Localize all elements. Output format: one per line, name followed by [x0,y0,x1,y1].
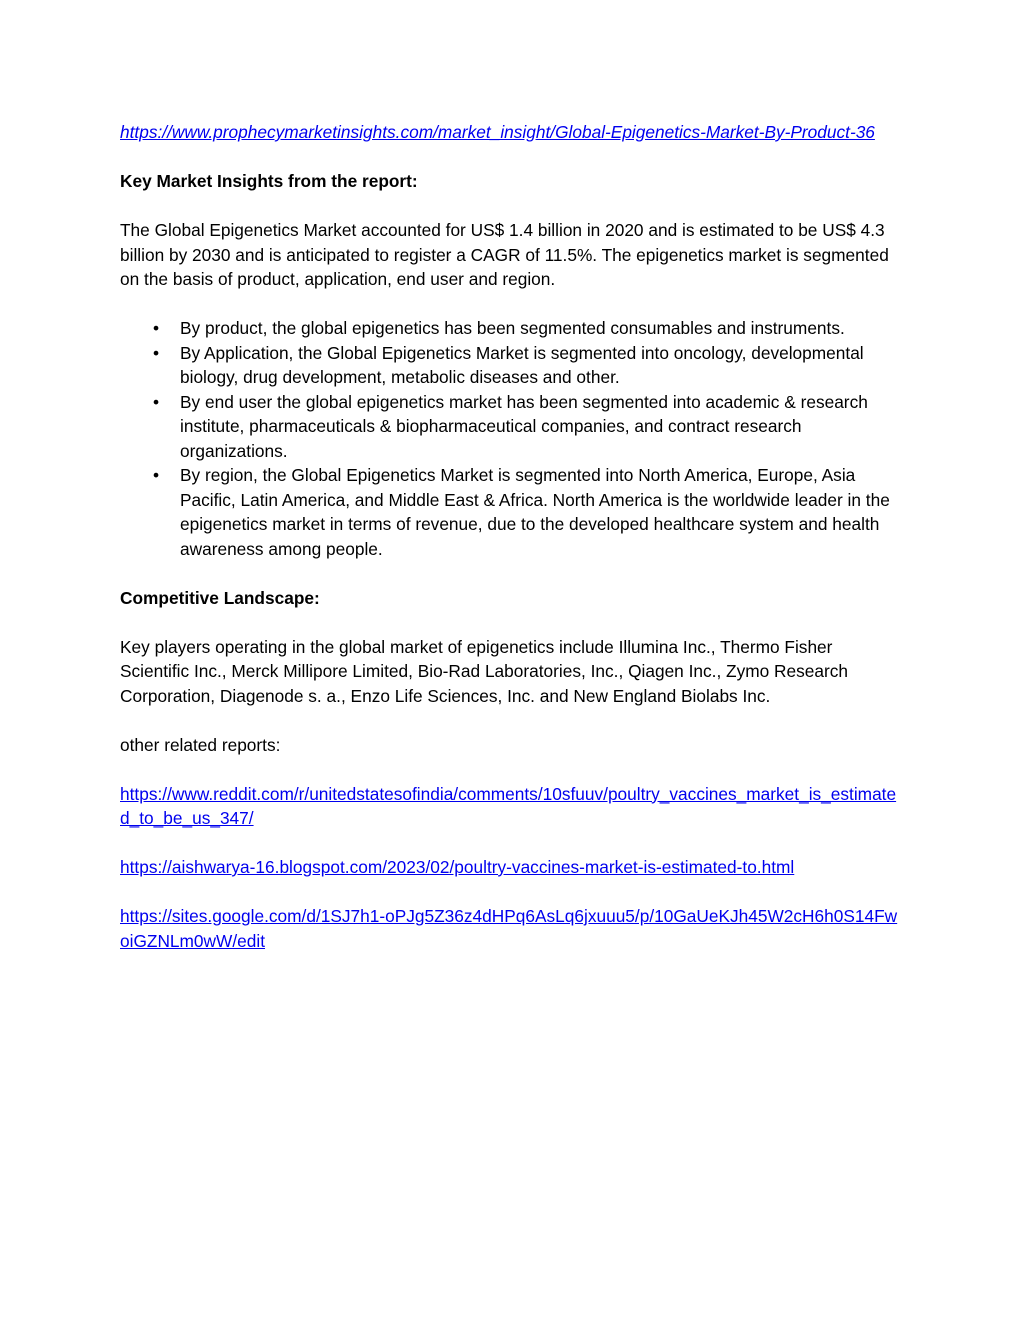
spacer [120,610,904,635]
competitive-heading: Competitive Landscape: [120,587,320,608]
spacer [120,561,904,586]
spacer [120,145,904,170]
list-item-text: By product, the global epigenetics has been segmented consumables and instruments. [180,318,845,338]
spacer [120,292,904,317]
document-page [120,120,904,953]
bullet-icon: • [153,391,160,412]
related-link-paragraph [120,782,904,831]
list-item [120,463,904,561]
spacer [120,708,904,733]
related-link-paragraph [120,855,904,880]
spacer [120,880,904,905]
bullet-icon: • [153,465,160,485]
competitive-paragraph: Key players operating in the global market of epigenetics include Illumina Inc., Thermo Fisher Scientific Inc., Merck Millipore Limited, Bio-Rad Laboratories, Inc., Qiagen Inc., Zymo Research Corporation, Diagenode s. a., Enzo Life Sciences, Inc. and New England Biolabs Inc. [120,636,849,706]
related-reports-label: other related reports: [120,734,281,755]
related-link-google-sites[interactable]: https://sites.google.com/d/1SJ7h1-oPJg5Z36z4dHPq6AsLq6jxuuu5/p/10GaUeKJh45W2cH6h0S14FwoiGZNLm0wW/edit [120,906,898,951]
related-link-paragraph [120,904,904,953]
source-link-paragraph [120,120,904,145]
bullet-icon: • [153,318,160,338]
related-link-blogspot[interactable]: https://aishwarya-16.blogspot.com/2023/02/poultry-vaccines-market-is-estimated-to.html [120,857,795,877]
list-item [120,390,904,464]
list-item-text: By end user the global epigenetics market has been segmented into academic & research institute, pharmaceuticals & biopharmaceutical companies, and contract research organizations. [180,391,868,461]
source-link[interactable]: https://www.prophecymarketinsights.com/market_insight/Global-Epigenetics-Market-By-Product-36 [120,122,875,142]
spacer [120,194,904,219]
segmentation-list [120,316,904,561]
list-item [120,341,904,390]
list-item-text: By Application, the Global Epigenetics Market is segmented into oncology, developmental biology, drug development, metabolic diseases and other. [180,342,864,387]
list-item [120,316,904,341]
bullet-icon: • [153,342,160,363]
related-link-reddit[interactable]: https://www.reddit.com/r/unitedstatesofindia/comments/10sfuuv/poultry_vaccines_market_is_estimated_to_be_us_347/ [120,783,897,828]
list-item-text: By region, the Global Epigenetics Market is segmented into North America, Europe, Asia Pacific, Latin America, and Middle East & Africa. North America is the worldwide leader in the epigenetics market in terms of revenue, due to the developed healthcare system and health awareness among people. [180,465,890,559]
spacer [120,757,904,782]
spacer [120,831,904,856]
insights-heading: Key Market Insights from the report: [120,171,418,191]
intro-paragraph: The Global Epigenetics Market accounted for US$ 1.4 billion in 2020 and is estimated to be US$ 4.3 billion by 2030 and is anticipated to register a CAGR of 11.5%. The epigenetics market is segmented on the basis of product, application, end user and region. [120,220,889,289]
